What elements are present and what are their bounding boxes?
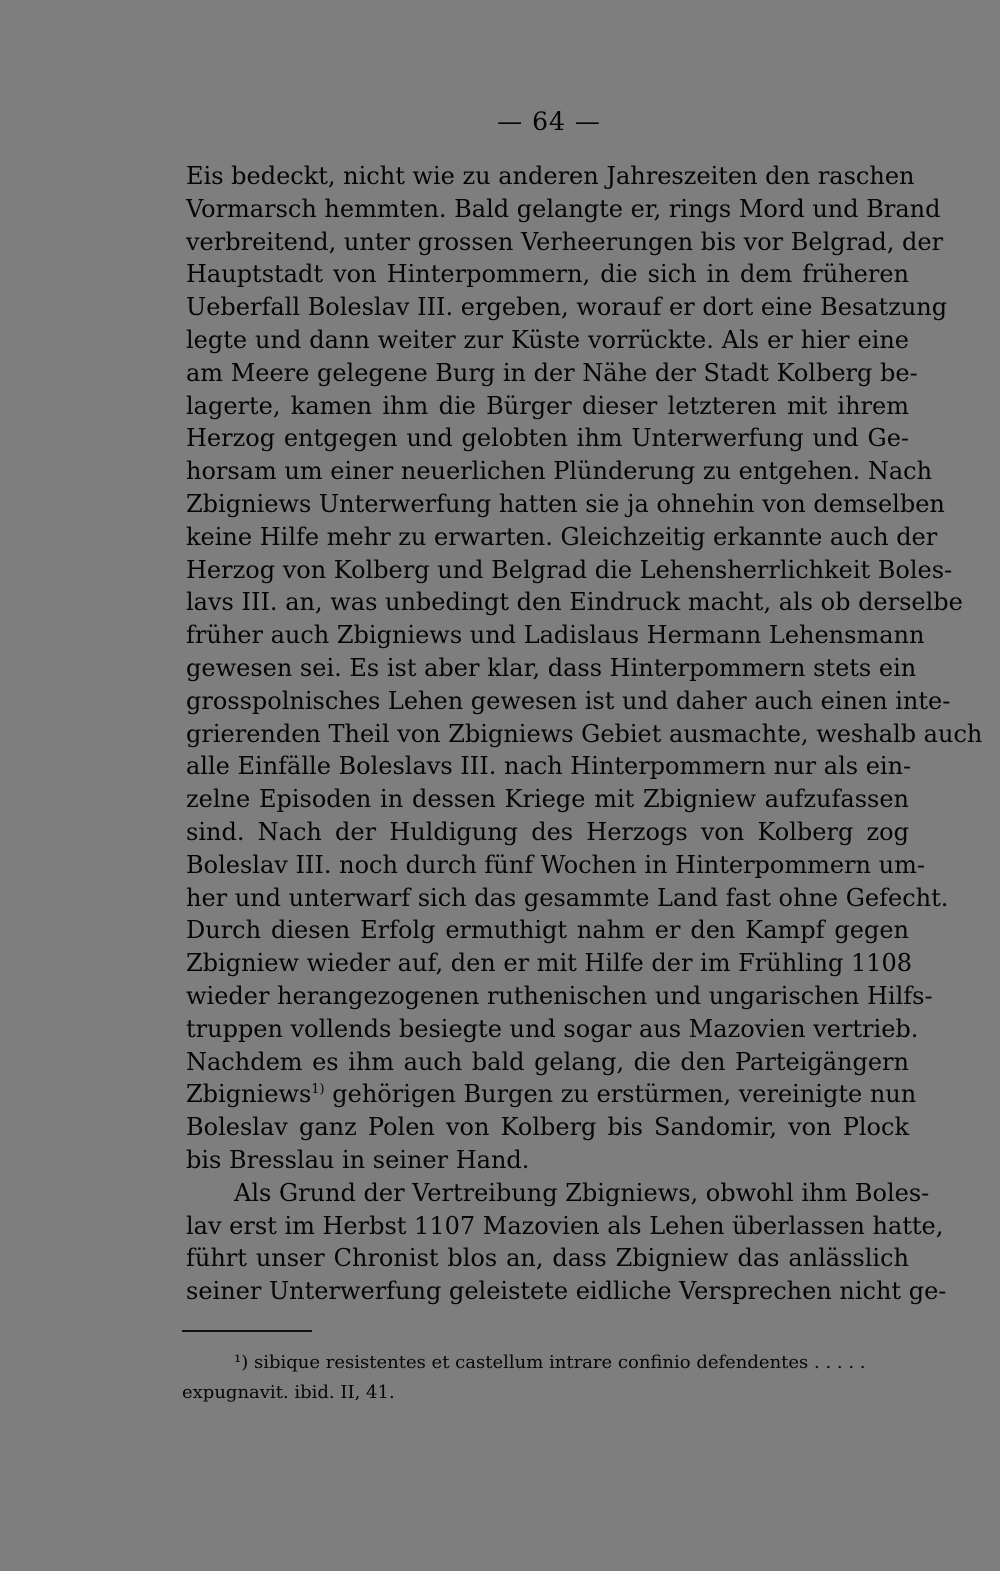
text-line: bis Bresslau in seiner Hand. — [186, 1145, 530, 1174]
text-line: sind. Nach der Huldigung des Herzogs von Kolberg zog — [186, 817, 909, 846]
text-line: lagerte, kamen ihm die Bürger dieser letzteren mit ihrem — [186, 391, 909, 420]
text-line: her und unterwarf sich das gesammte Land fast ohne Gefecht. — [186, 883, 949, 912]
text-line: Hauptstadt von Hinterpommern, die sich in dem früheren — [186, 260, 909, 289]
text-line: Zbigniews Unterwerfung hatten sie ja ohnehin von demselben — [186, 489, 945, 518]
text-line: legte und dann weiter zur Küste vorrückte. Als er hier eine — [186, 325, 909, 354]
footnote-line: expugnavit. ibid. II, 41. — [182, 1382, 395, 1403]
text-line: verbreitend, unter grossen Verheerungen bis vor Belgrad, der — [186, 227, 944, 256]
body-text — [186, 160, 983, 1308]
text-line: lavs III. an, was unbedingt den Eindruck macht, als ob derselbe — [186, 588, 963, 617]
text-line: Ueberfall Boleslav III. ergeben, worauf er dort eine Besatzung — [186, 293, 948, 322]
text-line-with-footnote-ref — [186, 1078, 917, 1111]
footnote-divider — [182, 1330, 312, 1332]
text-line: Eis bedeckt, nicht wie zu anderen Jahreszeiten den raschen — [186, 162, 915, 190]
text-line: grosspolnisches Lehen gewesen ist und daher auch einen inte- — [186, 686, 951, 715]
footnote-ref-word: Zbigniews — [186, 1080, 312, 1109]
text-line: Herzog von Kolberg und Belgrad die Lehensherrlichkeit Boles- — [186, 555, 953, 584]
text-line: seiner Unterwerfung geleistete eidliche Versprechen nicht ge- — [186, 1277, 947, 1306]
text-line: am Meere gelegene Burg in der Nähe der Stadt Kolberg be- — [186, 358, 918, 387]
text-line: Herzog entgegen und gelobten ihm Unterwerfung und Ge- — [186, 424, 909, 453]
text-line: Durch diesen Erfolg ermuthigt nahm er den Kampf gegen — [186, 916, 909, 945]
text-line: horsam um einer neuerlichen Plünderung zu entgehen. Nach — [186, 457, 933, 486]
text-line: früher auch Zbigniews und Ladislaus Hermann Lehensmann — [186, 621, 925, 650]
text-line: truppen vollends besiegte und sogar aus Mazovien vertrieb. — [186, 1014, 919, 1043]
text-line: Boleslav ganz Polen von Kolberg bis Sandomir, von Plock — [186, 1113, 909, 1142]
footnote — [182, 1348, 909, 1408]
footnote-marker: ¹) — [234, 1352, 249, 1373]
text-line: führt unser Chronist blos an, dass Zbigniew das anlässlich — [186, 1244, 909, 1273]
footnote-text: sibique resistentes et castellum intrare confinio defendentes . . . . . — [253, 1352, 866, 1373]
text-line: alle Einfälle Boleslavs III. nach Hinterpommern nur als ein- — [186, 752, 912, 781]
text-line: Nachdem es ihm auch bald gelang, die den Parteigängern — [186, 1047, 909, 1076]
text-line: keine Hilfe mehr zu erwarten. Gleichzeitig erkannte auch der — [186, 522, 938, 551]
text-line: Boleslav III. noch durch fünf Wochen in Hinterpommern um- — [186, 850, 925, 879]
text-line: gewesen sei. Es ist aber klar, dass Hinterpommern stets ein — [186, 653, 917, 682]
text-line: zelne Episoden in dessen Kriege mit Zbigniew aufzufassen — [186, 785, 909, 814]
page-number: — 64 — — [497, 107, 601, 136]
text-line: grierenden Theil von Zbigniews Gebiet ausmachte, weshalb auch — [186, 719, 983, 748]
footnote-line — [182, 1348, 909, 1378]
text-line: wieder herangezogenen ruthenischen und ungarischen Hilfs- — [186, 981, 933, 1010]
text-line: lav erst im Herbst 1107 Mazovien als Lehen überlassen hatte, — [186, 1211, 944, 1240]
footnote-reference: 1) — [311, 1082, 325, 1098]
footnote-ref-continuation: gehörigen Burgen zu erstürmen, vereinigte nun — [332, 1080, 917, 1109]
text-line: Vormarsch hemmten. Bald gelangte er, rings Mord und Brand — [186, 194, 941, 223]
paragraph-start-line: Als Grund der Vertreibung Zbigniews, obwohl ihm Boles- — [234, 1178, 930, 1207]
text-line: Zbigniew wieder auf, den er mit Hilfe der im Frühling 1108 — [186, 949, 913, 978]
